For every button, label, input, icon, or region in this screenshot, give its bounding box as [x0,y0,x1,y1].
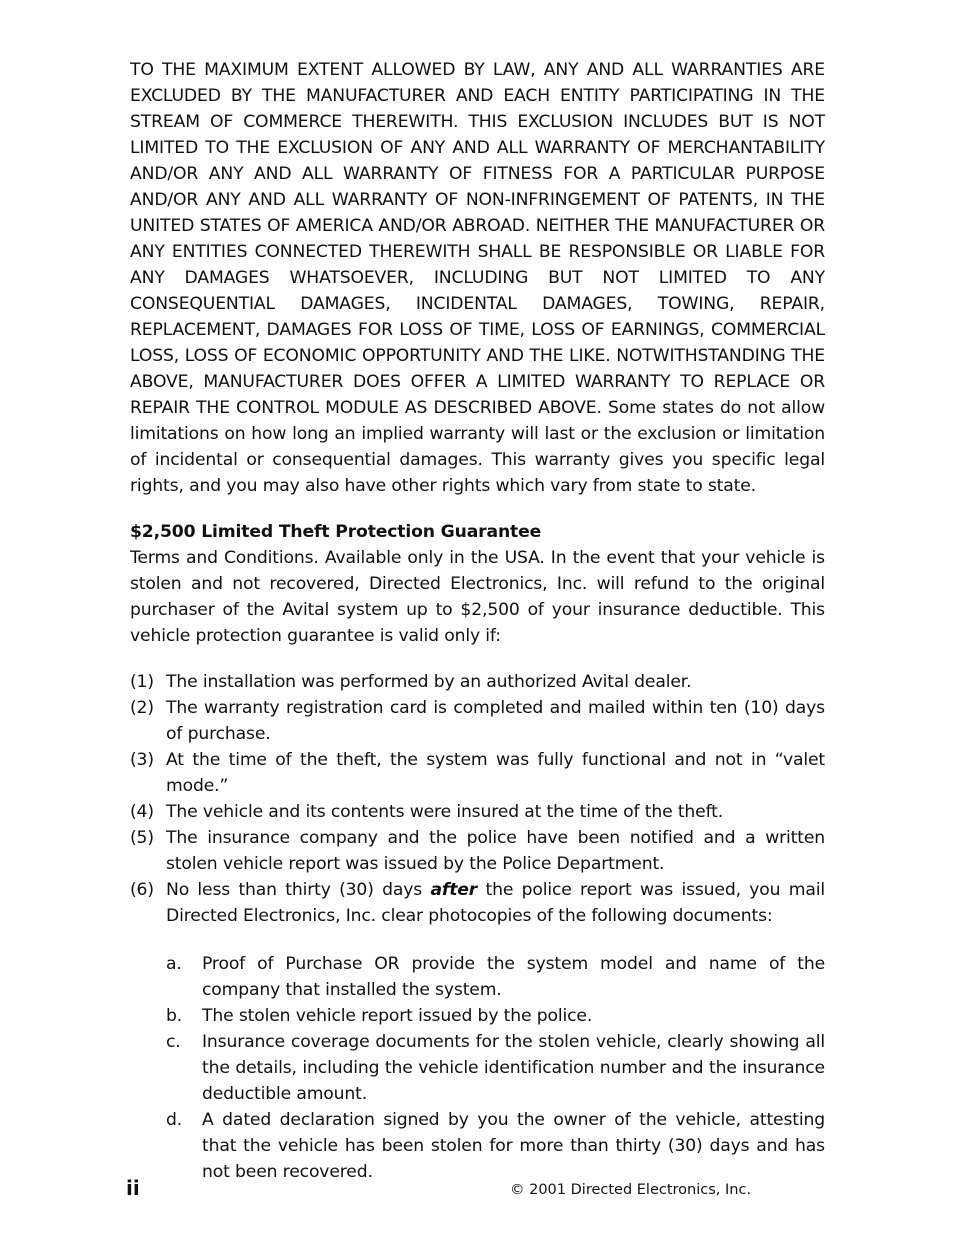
condition-item [130,799,825,825]
guarantee-heading: $2,500 Limited Theft Protection Guarantee [130,522,542,542]
documents-list [130,951,825,1185]
document-text: Proof of Purchase OR provide the system model and name of the company that installed the system. [202,954,825,1000]
document-text: A dated declaration signed by you the owner of the vehicle, attesting that the vehicle has been stolen for more than thirty (30) days and has not been recovered. [202,1110,825,1182]
condition-text-before: No less than thirty (30) days [166,880,431,900]
page-content [130,57,825,1185]
disclaimer-normal-text: Some states do not allow limitations on how long an implied warranty will last or the exclusion or limitation of incidental or consequential damages. This warranty gives you specific legal rights, and you may also have other rights which vary from state to state. [130,398,826,496]
document-text: The stolen vehicle report issued by the police. [202,1006,593,1026]
condition-text: The insurance company and the police have been notified and a written stolen vehicle report was issued by the Police Department. [166,828,825,874]
condition-number: (6) [130,880,154,900]
document-letter: a. [166,954,182,974]
condition-text: The warranty registration card is completed and mailed within ten (10) days of purchase. [166,698,825,744]
condition-text: The installation was performed by an authorized Avital dealer. [166,672,692,692]
guarantee-terms-paragraph: Terms and Conditions. Available only in the USA. In the event that your vehicle is stolen and not recovered, Directed Electronics, Inc. will refund to the original purchaser of the Avital system up to $2,500 of your insurance deductible. This vehicle protection guarantee is valid only if: [130,548,825,646]
page-number: ii [126,1176,140,1200]
conditions-list [130,669,825,929]
condition-number: (3) [130,750,154,770]
document-letter: b. [166,1006,183,1026]
condition-number: (1) [130,672,154,692]
condition-item [130,825,825,877]
condition-text: At the time of the theft, the system was fully functional and not in “valet mode.” [166,750,825,796]
condition-item [130,747,825,799]
document-text: Insurance coverage documents for the stolen vehicle, clearly showing all the details, including the vehicle identification number and the insurance deductible amount. [202,1032,825,1104]
document-item [130,1003,825,1029]
condition-text-after: the police report was issued, you mail Directed Electronics, Inc. clear photocopies of the following documents: [166,880,825,926]
warranty-disclaimer-paragraph [130,57,825,499]
condition-item [130,695,825,747]
condition-item [130,877,825,929]
condition-number: (5) [130,828,154,848]
condition-number: (4) [130,802,154,822]
condition-emphasis: after [430,880,478,900]
disclaimer-caps-text: TO THE MAXIMUM EXTENT ALLOWED BY LAW, ANY AND ALL WARRANTIES ARE EXCLUDED BY THE MANUFACTURER AND EACH ENTITY PARTICIPATING IN THE STREAM OF COMMERCE THEREWITH. THIS EXCLUSION INCLUDES BUT IS NOT LIMITED TO THE EXCLUSION OF ANY AND ALL WARRANTY OF MERCHANTABILITY AND/OR ANY AND ALL WARRANTY OF FITNESS FOR A PARTICULAR PURPOSE AND/OR ANY AND ALL WARRANTY OF NON-INFRINGEMENT OF PATENTS, IN THE UNITED STATES OF AMERICA AND/OR ABROAD. NEITHER THE MANUFACTURER OR ANY ENTITIES CONNECTED THEREWITH SHALL BE RESPONSIBLE OR LIABLE FOR ANY DAMAGES WHATSOEVER, INCLUDING BUT NOT LIMITED TO ANY CONSEQUENTIAL DAMAGES, INCIDENTAL DAMAGES, TOWING, REPAIR, REPLACEMENT, DAMAGES FOR LOSS OF TIME, LOSS OF EARNINGS, COMMERCIAL LOSS, LOSS OF ECONOMIC OPPORTUNITY AND THE LIKE. NOTWITHSTANDING THE ABOVE, MANUFACTURER DOES OFFER A LIMITED WARRANTY TO REPLACE OR REPAIR THE CONTROL MODULE AS DESCRIBED ABOVE. [130,60,825,418]
document-item [130,1029,825,1107]
document-letter: c. [166,1032,181,1052]
condition-number: (2) [130,698,154,718]
document-item [130,951,825,1003]
condition-text: The vehicle and its contents were insured at the time of the theft. [166,802,724,822]
document-item [130,1107,825,1185]
copyright-notice: © 2001 Directed Electronics, Inc. [510,1182,752,1198]
document-letter: d. [166,1110,183,1130]
condition-item [130,669,825,695]
